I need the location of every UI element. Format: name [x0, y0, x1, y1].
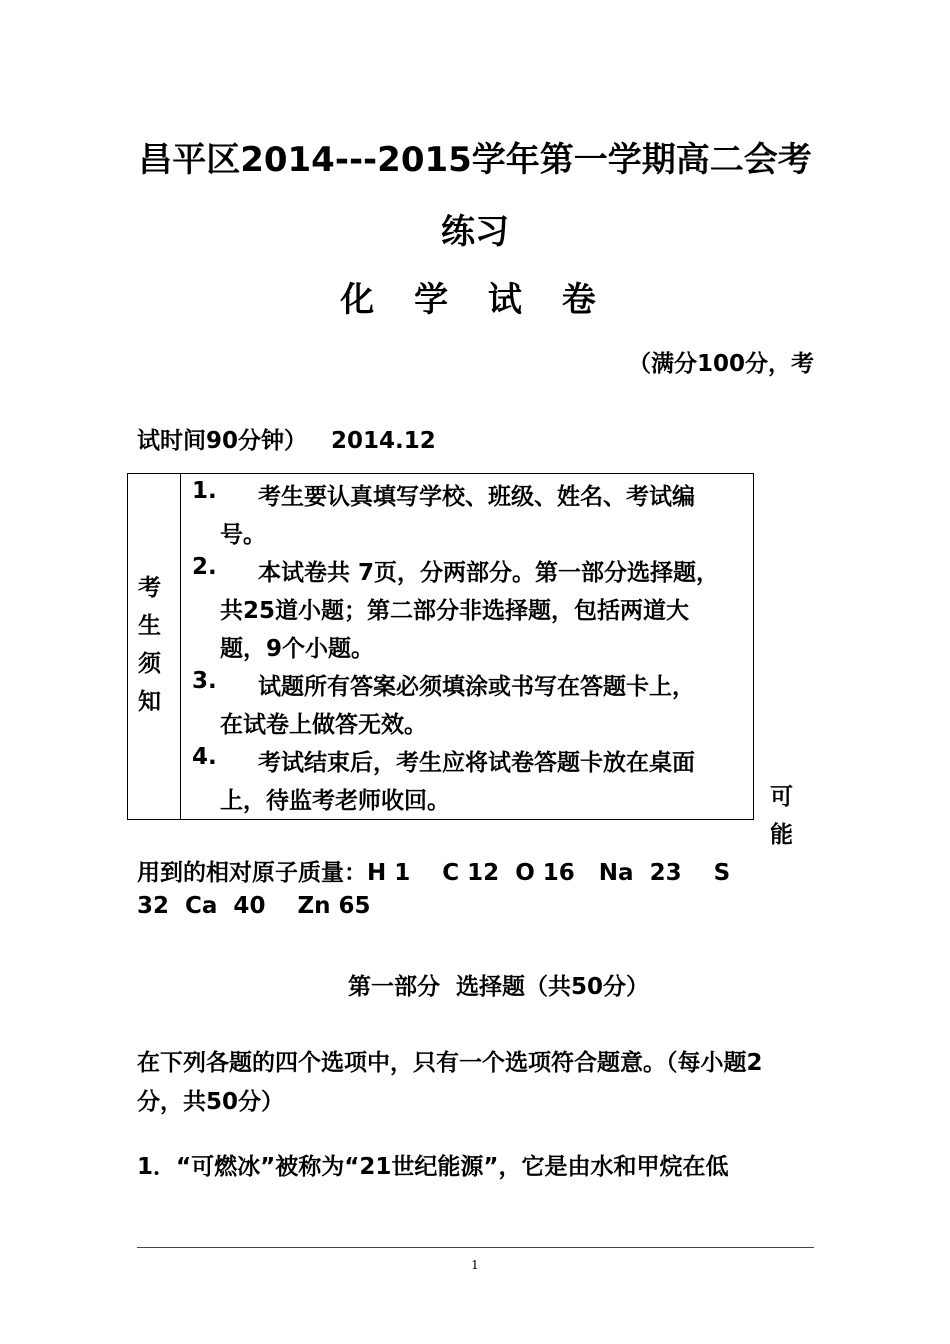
title-line-2: 练习: [441, 212, 509, 252]
notice-line: 共25道小题；第二部分非选择题，包括两道大: [220, 598, 690, 624]
notice-label-char: 生: [138, 613, 161, 639]
exam-info-line-1: （满分100分，考: [627, 351, 814, 377]
notice-label-char: 知: [138, 689, 161, 715]
footer-rule: [137, 1247, 814, 1248]
notice-line: 本试卷共 7页，分两部分。第一部分选择题，: [258, 560, 720, 586]
notice-label-char: 考: [138, 575, 161, 601]
instruction-line-1: 在下列各题的四个选项中，只有一个选项符合题意。（每小题2: [137, 1050, 763, 1076]
atomic-mass-line-1: 用到的相对原子质量：H 1 C 12 O 16 Na 23 S: [137, 860, 731, 886]
notice-line: 上，待监考老师收回。: [220, 788, 450, 814]
notice-table: [127, 473, 754, 820]
notice-item-number: 2.: [192, 554, 217, 580]
notice-label-char: 须: [138, 651, 161, 677]
notice-item-number: 1.: [192, 478, 217, 504]
section-heading: 第一部分 选择题（共50分）: [348, 974, 650, 1000]
notice-line: 考试结束后，考生应将试卷答题卡放在桌面: [258, 750, 695, 776]
instruction-line-2: 分，共50分）: [137, 1089, 285, 1115]
notice-line: 题，9个小题。: [220, 636, 375, 662]
notice-line: 试题所有答案必须填涂或书写在答题卡上，: [258, 674, 695, 700]
notice-item-number: 4.: [192, 744, 217, 770]
notice-line: 在试卷上做答无效。: [220, 712, 427, 738]
side-char-1: 可: [770, 784, 793, 810]
notice-line: 号。: [220, 522, 266, 548]
side-char-2: 能: [770, 822, 793, 848]
title-line-1: 昌平区2014---2015学年第一学期高二会考: [138, 140, 812, 180]
question-1: 1．“可燃冰”被称为“21世纪能源”，它是由水和甲烷在低: [137, 1154, 729, 1180]
notice-label-cell: [128, 474, 181, 819]
page-number: 1: [471, 1258, 479, 1272]
notice-line: 考生要认真填写学校、班级、姓名、考试编: [258, 484, 695, 510]
atomic-mass-line-2: 32 Ca 40 Zn 65: [137, 893, 371, 919]
exam-info-line-2: 试时间90分钟） 2014.12: [137, 428, 436, 454]
subject-title: 化 学 试 卷: [340, 280, 610, 320]
notice-item-number: 3.: [192, 668, 217, 694]
